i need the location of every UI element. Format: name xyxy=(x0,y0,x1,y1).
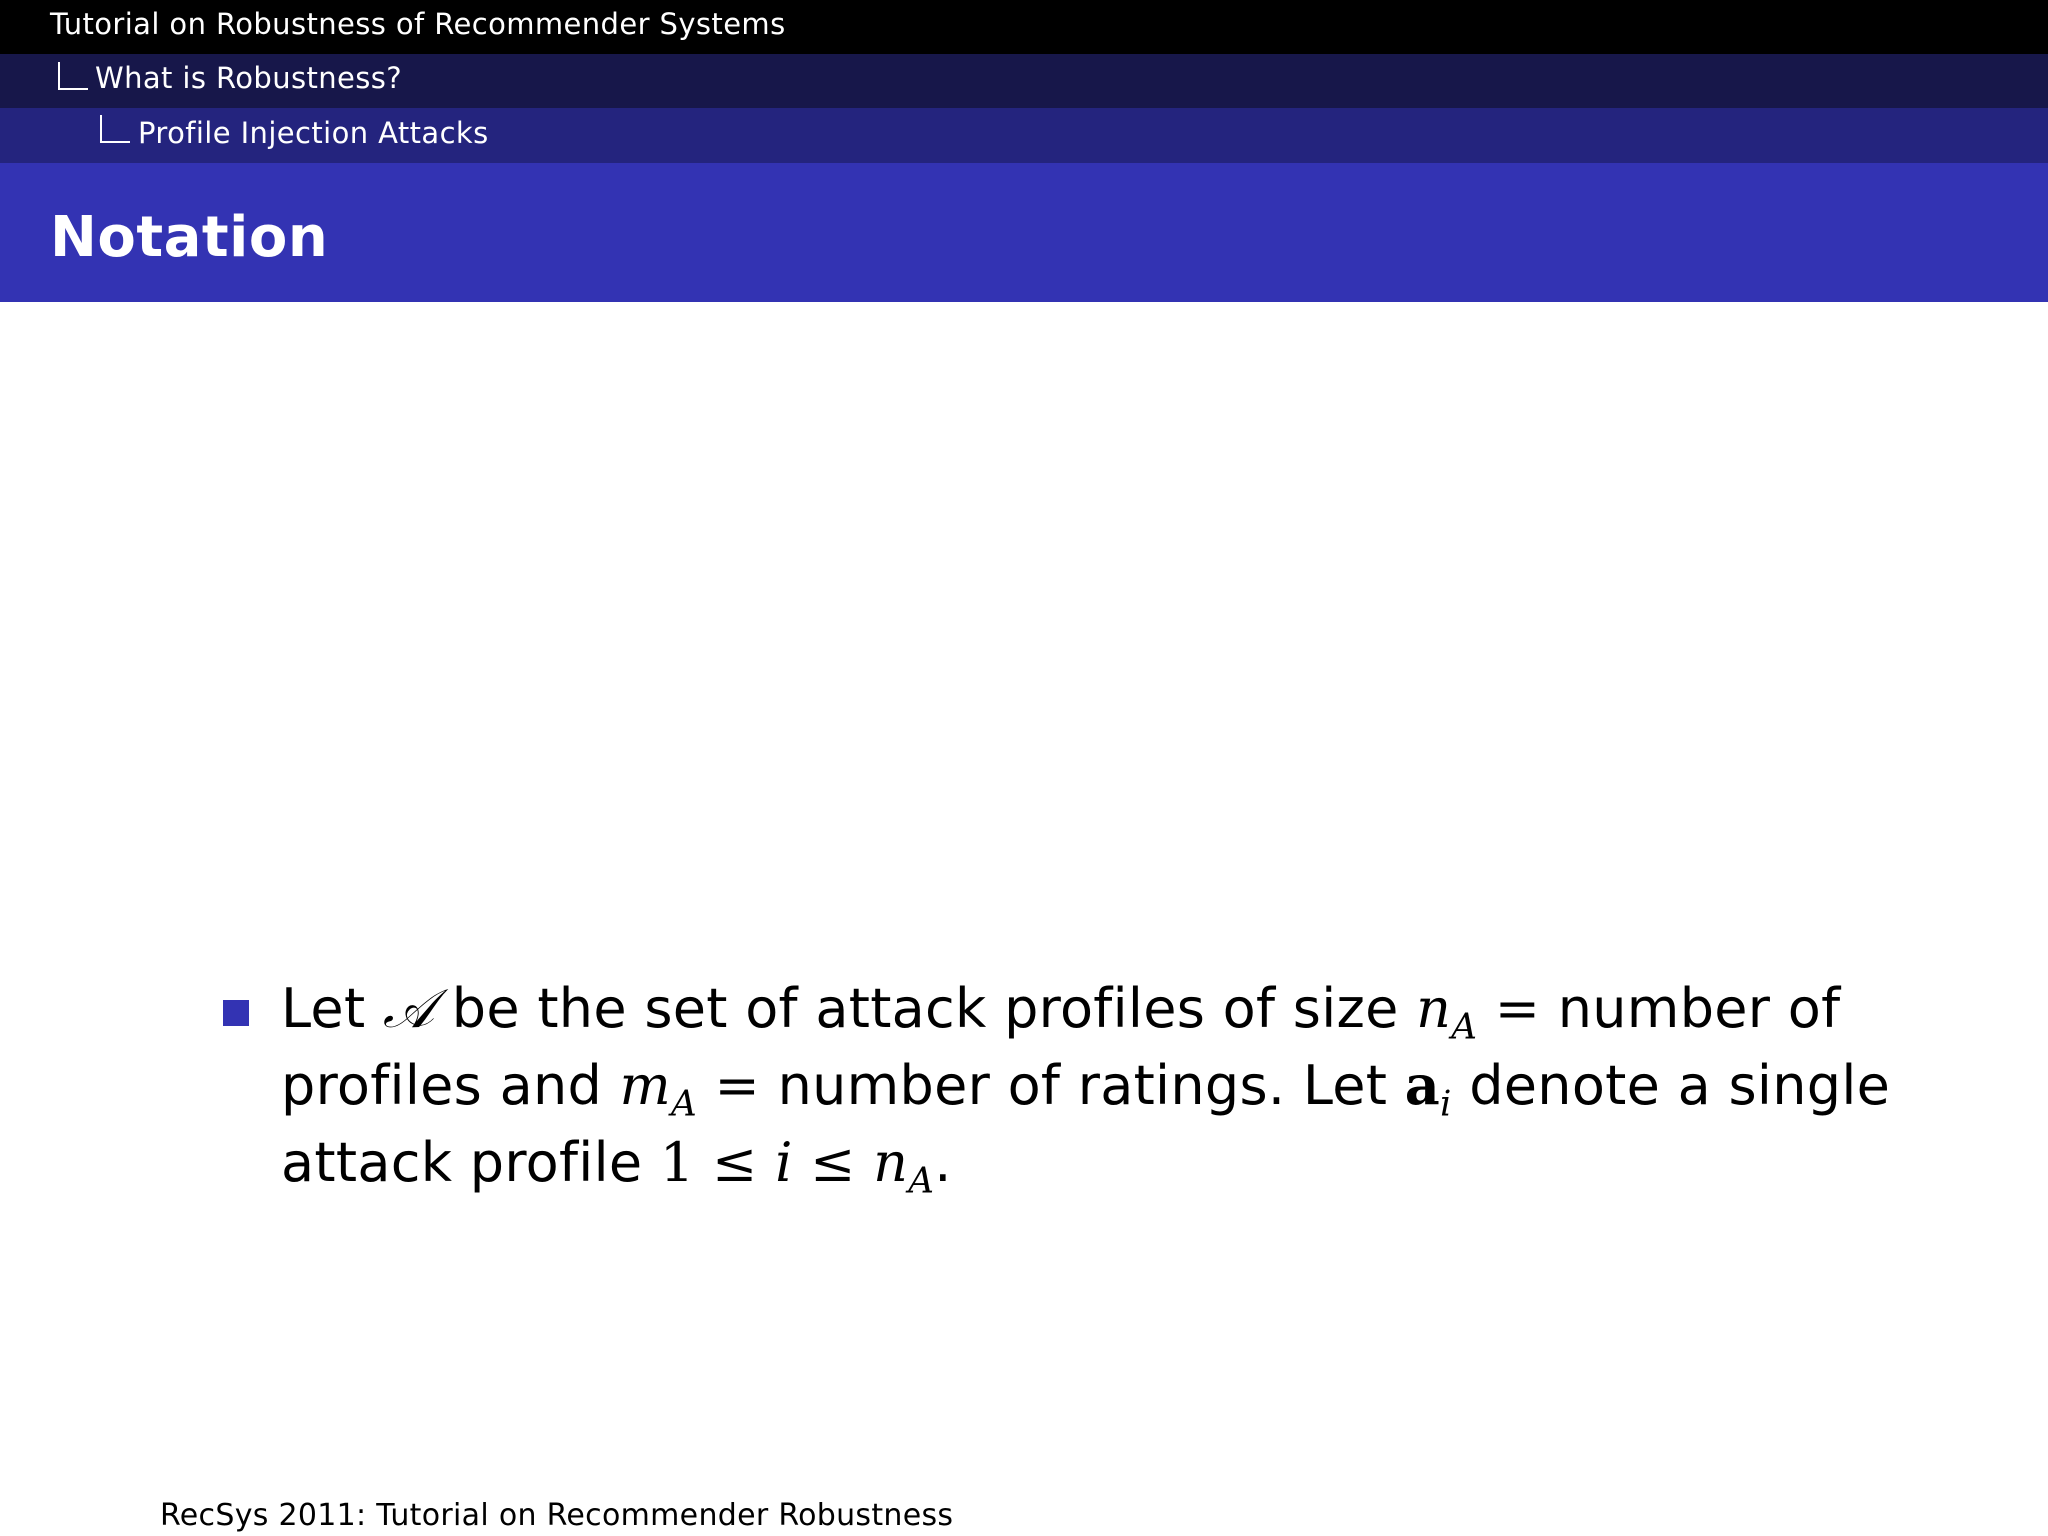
frame-title: Notation xyxy=(50,205,329,270)
math-subscript: A xyxy=(1451,1006,1478,1048)
math-subscript: A xyxy=(908,1160,935,1202)
math-subscript: i xyxy=(1440,1083,1452,1125)
subsection-header xyxy=(0,108,2048,163)
section-title[interactable]: What is Robustness? xyxy=(95,61,403,95)
math-leq: ≤ xyxy=(712,1131,758,1194)
math-equals: = xyxy=(1494,977,1541,1040)
presentation-header xyxy=(0,0,2048,54)
bullet-line-1 xyxy=(281,970,1890,1047)
frame-title-bar xyxy=(0,163,2048,302)
text-segment: number of ratings. Let xyxy=(777,1054,1388,1117)
section-header xyxy=(0,54,2048,108)
math-var-bold: a xyxy=(1404,1053,1441,1117)
math-var: n xyxy=(1416,977,1452,1040)
math-var: n xyxy=(873,1131,909,1194)
math-subscript: A xyxy=(671,1083,698,1125)
text-segment: attack profile xyxy=(281,1131,643,1194)
text-segment: . xyxy=(934,1131,952,1194)
text-segment: denote a single xyxy=(1469,1054,1891,1117)
math-equals: = xyxy=(714,1054,761,1117)
footer-text: RecSys 2011: Tutorial on Recommender Robustness xyxy=(160,1498,954,1533)
text-segment: profiles and xyxy=(281,1054,603,1117)
math-var: i xyxy=(775,1131,793,1194)
tree-connector-icon xyxy=(100,115,130,143)
tree-connector-icon xyxy=(58,62,88,90)
math-set-symbol: 𝒜 xyxy=(382,977,435,1040)
math-var: m xyxy=(619,1054,672,1117)
text-segment: be the set of attack profiles of size xyxy=(451,977,1399,1040)
text-segment: Let xyxy=(281,977,366,1040)
math-mA xyxy=(619,1054,698,1125)
math-ai xyxy=(1404,1053,1452,1125)
bullet-item xyxy=(223,970,1891,1202)
bullet-square-icon xyxy=(223,1000,249,1026)
math-nA xyxy=(1416,977,1478,1048)
text-segment: number of xyxy=(1557,977,1841,1040)
math-number: 1 xyxy=(659,1131,695,1194)
presentation-title[interactable]: Tutorial on Robustness of Recommender Systems xyxy=(50,7,786,41)
bullet-line-2 xyxy=(281,1047,1890,1124)
bullet-line-3 xyxy=(281,1124,1890,1201)
math-nA xyxy=(873,1131,935,1202)
math-leq: ≤ xyxy=(810,1131,856,1194)
subsection-title[interactable]: Profile Injection Attacks xyxy=(138,116,489,150)
bullet-text xyxy=(281,970,1890,1201)
